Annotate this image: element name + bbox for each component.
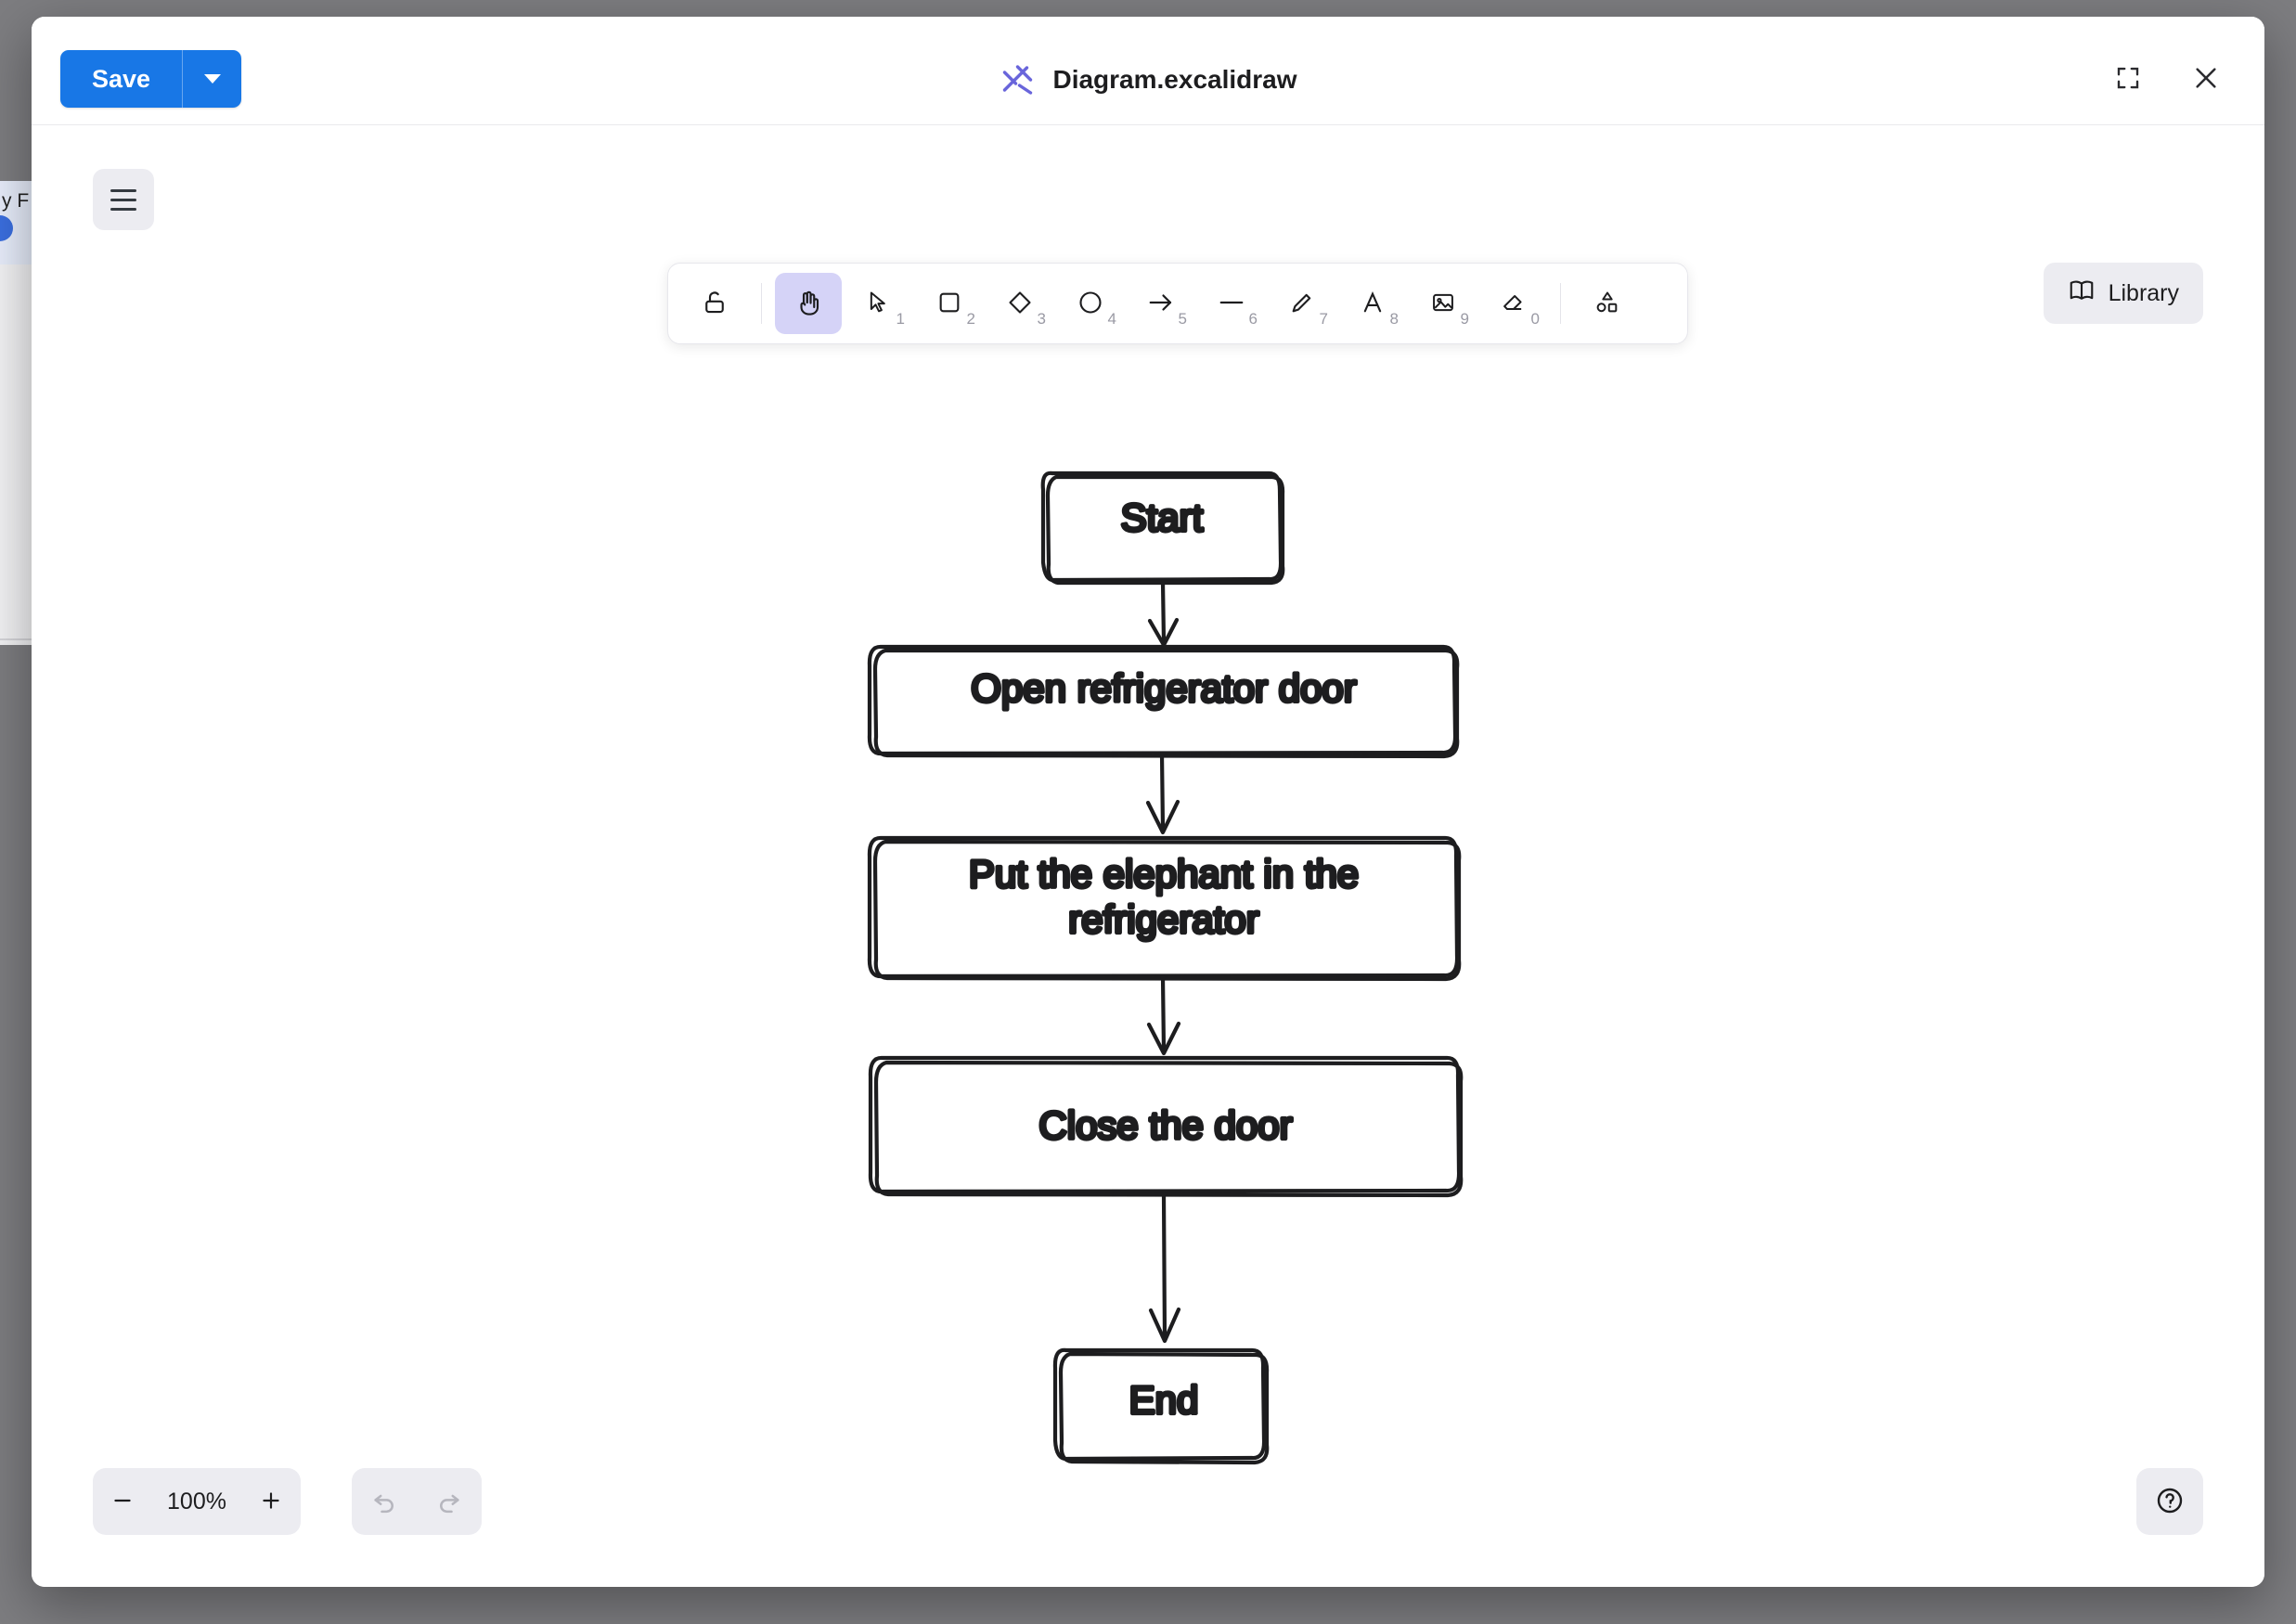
- zoom-controls: [93, 1468, 301, 1535]
- hand-icon: [794, 289, 822, 319]
- node-put-label-line2: refrigerator: [1068, 897, 1259, 941]
- hamburger-menu-icon: [110, 189, 136, 192]
- lock-icon: [701, 289, 729, 319]
- background-text: y F: [2, 190, 30, 212]
- redo-icon: [435, 1487, 463, 1517]
- book-icon: [2068, 277, 2096, 311]
- selection-tool-button[interactable]: [845, 273, 912, 334]
- hamburger-menu-icon-bar2: [110, 199, 136, 201]
- more-tools-button[interactable]: [1574, 273, 1641, 334]
- node-open-label: Open refrigerator door: [971, 666, 1357, 710]
- diamond-tool-button[interactable]: [987, 273, 1053, 334]
- hamburger-menu-icon-bar3: [110, 208, 136, 211]
- save-dropdown-button[interactable]: [182, 50, 241, 108]
- node-start: [1043, 473, 1283, 583]
- edge-put-close: [1149, 977, 1179, 1053]
- excalidraw-logo-icon: [999, 61, 1036, 98]
- diamond-tool-shortcut: 3: [1037, 310, 1046, 328]
- ellipse-tool-shortcut: 4: [1107, 310, 1116, 328]
- text-icon: [1360, 290, 1386, 318]
- arrow-tool-shortcut: 5: [1178, 310, 1187, 328]
- help-button[interactable]: [2136, 1468, 2203, 1535]
- line-icon: [1218, 289, 1245, 319]
- text-tool-button[interactable]: [1339, 273, 1406, 334]
- node-end: [1055, 1350, 1267, 1463]
- minus-icon: [110, 1489, 135, 1515]
- eraser-icon: [1501, 290, 1527, 318]
- draw-tool-shortcut: 7: [1319, 310, 1328, 328]
- window-titlebar: [32, 17, 2264, 125]
- hand-tool-button[interactable]: [775, 273, 842, 334]
- shapes-icon: [1594, 290, 1620, 318]
- drawing-canvas[interactable]: [32, 125, 2264, 1587]
- plus-icon: [259, 1489, 283, 1515]
- titlebar-actions: [2101, 52, 2233, 106]
- chevron-down-icon: [204, 74, 221, 84]
- redo-button[interactable]: [417, 1468, 482, 1535]
- rectangle-tool-button[interactable]: [916, 273, 983, 334]
- save-button[interactable]: Save: [60, 50, 182, 108]
- image-tool-button[interactable]: [1410, 273, 1477, 334]
- node-close-label: Close the door: [1038, 1103, 1293, 1147]
- rectangle-icon: [936, 290, 962, 318]
- edge-close-end: [1151, 1194, 1179, 1341]
- library-button-label: Library: [2108, 279, 2179, 306]
- toolbar-divider: [761, 283, 762, 324]
- edge-open-put: [1148, 754, 1178, 832]
- page-title: Diagram.excalidraw: [1052, 65, 1297, 94]
- arrow-icon: [1147, 289, 1175, 319]
- ellipse-tool-button[interactable]: [1057, 273, 1124, 334]
- node-end-label: End: [1129, 1378, 1199, 1422]
- eraser-tool-shortcut: 0: [1530, 310, 1540, 328]
- node-put: [870, 838, 1459, 979]
- draw-tool-button[interactable]: [1269, 273, 1335, 334]
- node-close: [871, 1058, 1461, 1195]
- flowchart-diagram: [32, 125, 2264, 1587]
- excalidraw-modal-window: [32, 17, 2264, 1587]
- hamburger-menu-button[interactable]: [93, 169, 154, 230]
- line-tool-shortcut: 6: [1248, 310, 1258, 328]
- text-tool-shortcut: 8: [1389, 310, 1399, 328]
- arrow-tool-button[interactable]: [1128, 273, 1194, 334]
- document-title-group: [999, 61, 1296, 98]
- close-button[interactable]: [2179, 52, 2233, 106]
- library-button[interactable]: [2044, 263, 2203, 324]
- history-controls: [352, 1468, 482, 1535]
- zoom-out-button[interactable]: [93, 1468, 152, 1535]
- zoom-level-value[interactable]: 100%: [167, 1488, 226, 1514]
- ellipse-icon: [1077, 290, 1103, 318]
- edge-start-open: [1150, 582, 1177, 645]
- node-start-label: Start: [1120, 496, 1204, 539]
- image-tool-shortcut: 9: [1460, 310, 1469, 328]
- close-icon: [2191, 63, 2221, 96]
- fullscreen-icon: [2114, 64, 2142, 95]
- fullscreen-button[interactable]: [2101, 52, 2155, 106]
- selection-tool-shortcut: 1: [896, 310, 905, 328]
- rectangle-tool-shortcut: 2: [966, 310, 975, 328]
- eraser-tool-button[interactable]: [1480, 273, 1547, 334]
- help-icon: [2155, 1486, 2185, 1518]
- lock-tool-button[interactable]: [681, 273, 748, 334]
- image-icon: [1430, 290, 1456, 318]
- zoom-in-button[interactable]: [241, 1468, 301, 1535]
- undo-icon: [370, 1487, 398, 1517]
- selection-icon: [866, 290, 892, 318]
- toolbar-divider-2: [1560, 283, 1561, 324]
- diamond-icon: [1007, 290, 1033, 318]
- draw-icon: [1289, 290, 1315, 318]
- undo-button[interactable]: [352, 1468, 417, 1535]
- node-put-label-line1: Put the elephant in the: [968, 852, 1360, 896]
- node-open: [870, 647, 1457, 756]
- save-button-group: [60, 50, 241, 108]
- tool-island: [667, 263, 1688, 344]
- line-tool-button[interactable]: [1198, 273, 1265, 334]
